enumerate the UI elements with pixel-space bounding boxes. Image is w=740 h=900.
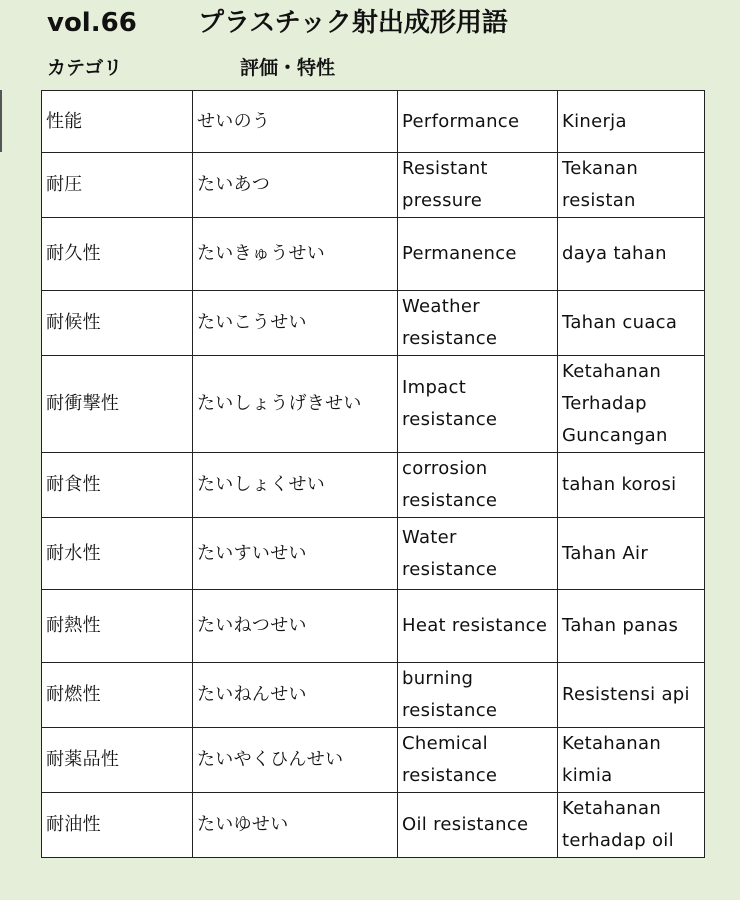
table-row — [42, 518, 705, 590]
english-cell: Weather resistance — [398, 291, 558, 356]
term-cell: 耐水性 — [42, 518, 193, 590]
reading-cell: たいゆせい — [193, 793, 398, 858]
term-cell: 耐衝撃性 — [42, 356, 193, 453]
table-row — [42, 218, 705, 291]
indonesian-cell: daya tahan — [558, 218, 705, 291]
indonesian-cell: Tekanan resistan — [558, 153, 705, 218]
english-cell: burning resistance — [398, 663, 558, 728]
term-cell: 耐食性 — [42, 453, 193, 518]
table-row — [42, 663, 705, 728]
indonesian-cell: Tahan panas — [558, 590, 705, 663]
indonesian-cell: Resistensi api — [558, 663, 705, 728]
term-cell: 耐油性 — [42, 793, 193, 858]
english-cell: Water resistance — [398, 518, 558, 590]
reading-cell: せいのう — [193, 91, 398, 153]
reading-cell: たいあつ — [193, 153, 398, 218]
reading-cell: たいしょくせい — [193, 453, 398, 518]
table-row — [42, 356, 705, 453]
table-row — [42, 153, 705, 218]
term-cell: 耐圧 — [42, 153, 193, 218]
reading-cell: たいやくひんせい — [193, 728, 398, 793]
english-cell: Oil resistance — [398, 793, 558, 858]
category-value: 評価・特性 — [240, 57, 336, 79]
table-row — [42, 728, 705, 793]
english-cell: Resistant pressure — [398, 153, 558, 218]
indonesian-cell: Tahan Air — [558, 518, 705, 590]
term-cell: 耐薬品性 — [42, 728, 193, 793]
table-row — [42, 793, 705, 858]
english-cell: Permanence — [398, 218, 558, 291]
glossary-table — [41, 90, 705, 858]
page-title: プラスチック射出成形用語 — [198, 8, 508, 38]
table-row — [42, 91, 705, 153]
volume-label: vol.66 — [47, 8, 137, 38]
english-cell: Performance — [398, 91, 558, 153]
indonesian-cell: Ketahanan Terhadap Guncangan — [558, 356, 705, 453]
term-cell: 耐熱性 — [42, 590, 193, 663]
indonesian-cell: Kinerja — [558, 91, 705, 153]
reading-cell: たいしょうげきせい — [193, 356, 398, 453]
english-cell: Heat resistance — [398, 590, 558, 663]
english-cell: Impact resistance — [398, 356, 558, 453]
indonesian-cell: Ketahanan kimia — [558, 728, 705, 793]
reading-cell: たいねつせい — [193, 590, 398, 663]
indonesian-cell: Ketahanan terhadap oil — [558, 793, 705, 858]
table-row — [42, 291, 705, 356]
category-label: カテゴリ — [47, 57, 123, 79]
reading-cell: たいすいせい — [193, 518, 398, 590]
left-edge-mark — [0, 90, 2, 152]
indonesian-cell: Tahan cuaca — [558, 291, 705, 356]
reading-cell: たいきゅうせい — [193, 218, 398, 291]
term-cell: 耐候性 — [42, 291, 193, 356]
table-row — [42, 590, 705, 663]
table-row — [42, 453, 705, 518]
indonesian-cell: tahan korosi — [558, 453, 705, 518]
english-cell: corrosion resistance — [398, 453, 558, 518]
reading-cell: たいねんせい — [193, 663, 398, 728]
reading-cell: たいこうせい — [193, 291, 398, 356]
term-cell: 性能 — [42, 91, 193, 153]
term-cell: 耐久性 — [42, 218, 193, 291]
term-cell: 耐燃性 — [42, 663, 193, 728]
english-cell: Chemical resistance — [398, 728, 558, 793]
